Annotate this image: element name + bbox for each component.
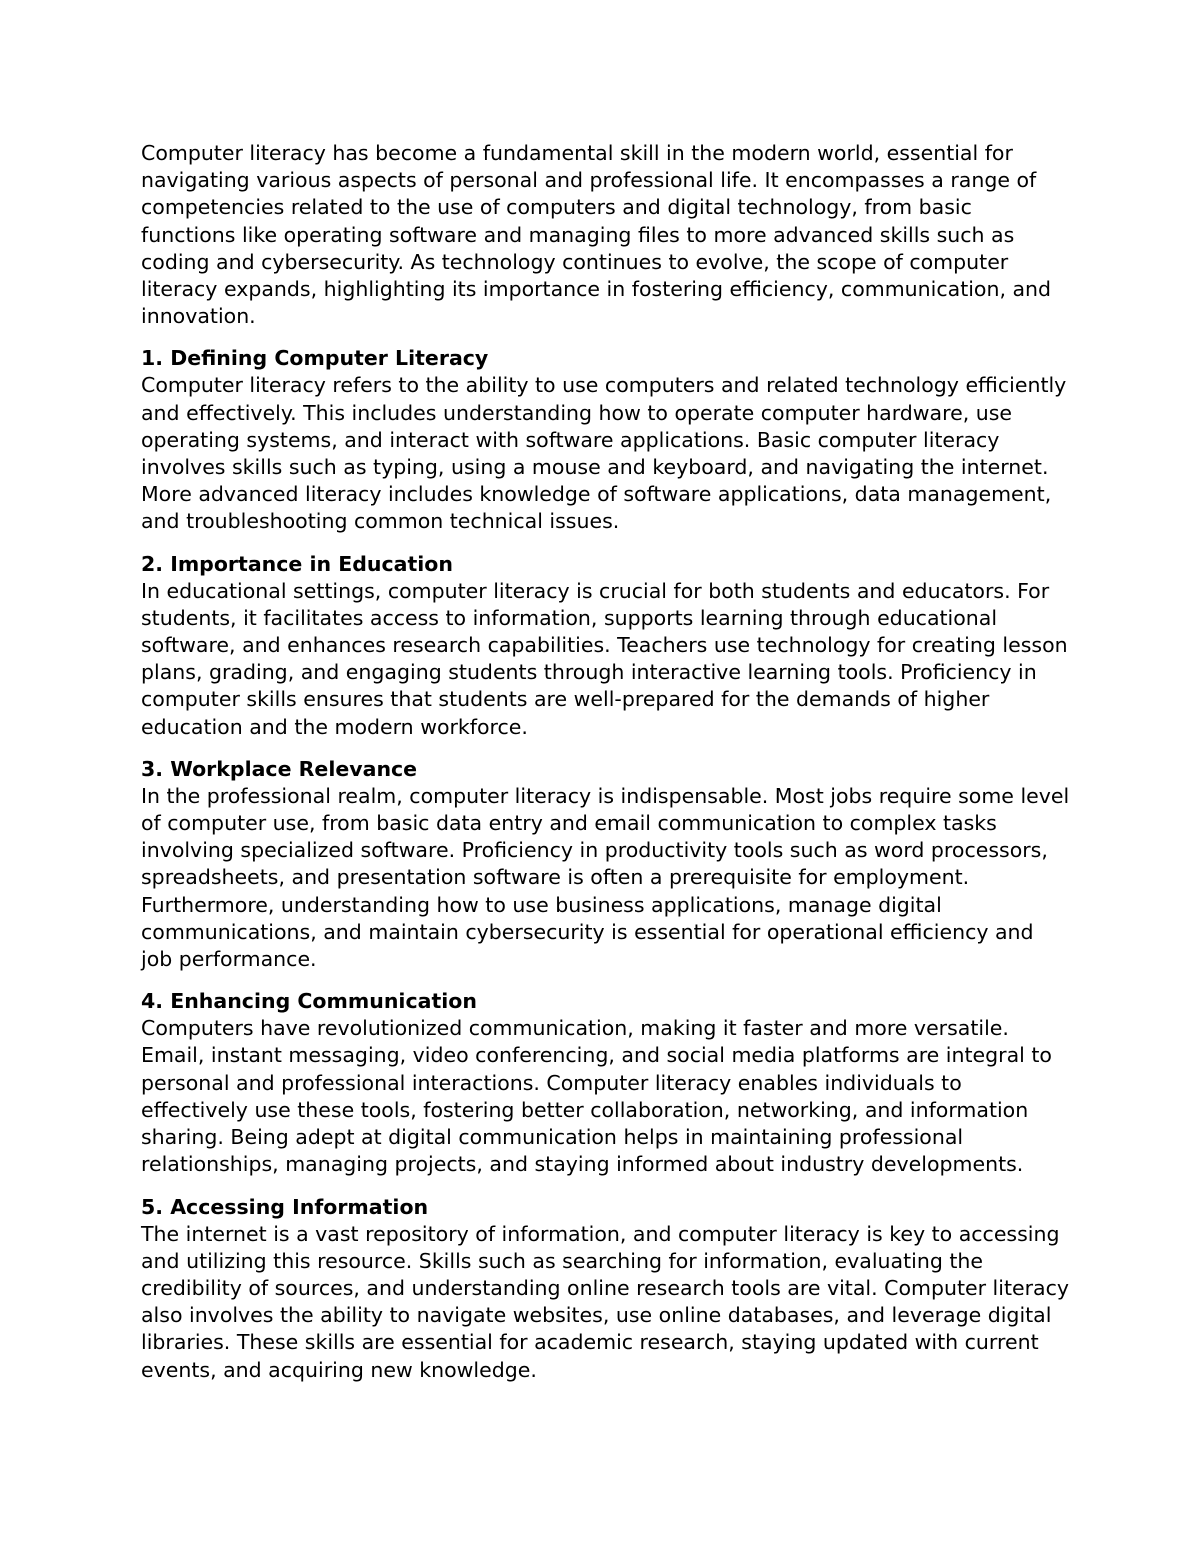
section-workplace-relevance — [141, 755, 1071, 973]
section-paragraph: In the professional realm, computer literacy is indispensable. Most jobs require some level of computer use, from basic data entry and email communication to complex tasks involving specialized software. Proficiency in productivity tools such as word processors, spreadsheets, and presentation software is often a prerequisite for employment. Furthermore, understanding how to use business applications, manage digital communications, and maintain cybersecurity is essential for operational efficiency and job performance. — [141, 783, 1070, 972]
section-heading: 5. Accessing Information — [141, 1194, 429, 1219]
section-importance-in-education — [141, 550, 1071, 741]
section-enhancing-communication — [141, 987, 1071, 1178]
section-paragraph: Computer literacy refers to the ability to use computers and related technology efficiently and effectively. This includes understanding how to operate computer hardware, use operating systems, and interact with software applications. Basic computer literacy involves skills such as typing, using a mouse and keyboard, and navigating the internet. More advanced literacy includes knowledge of software applications, data management, and troubleshooting common technical issues. — [141, 373, 1067, 534]
section-paragraph: Computers have revolutionized communication, making it faster and more versatile. Email, instant messaging, video conferencing, and social media platforms are integral to personal and professional interactions. Computer literacy enables individuals to effectively use these tools, fostering better collaboration, networking, and information sharing. Being adept at digital communication helps in maintaining professional relationships, managing projects, and staying informed about industry developments. — [141, 1016, 1052, 1177]
intro-paragraph: Computer literacy has become a fundamental skill in the modern world, essential for navigating various aspects of personal and professional life. It encompasses a range of competencies related to the use of computers and digital technology, from basic functions like operating software and managing files to more advanced skills such as coding and cybersecurity. As technology continues to evolve, the scope of computer literacy expands, highlighting its importance in fostering efficiency, communication, and innovation. — [141, 141, 1052, 329]
section-accessing-information — [141, 1193, 1071, 1384]
section-heading: 4. Enhancing Communication — [141, 989, 477, 1014]
section-heading: 3. Workplace Relevance — [141, 756, 418, 781]
document-body — [141, 140, 1071, 1398]
section-paragraph: The internet is a vast repository of information, and computer literacy is key to accessing and utilizing this resource. Skills such as searching for information, evaluating the credibility of sources, and understanding online research tools are vital. Computer literacy also involves the ability to navigate websites, use online databases, and leverage digital libraries. These skills are essential for academic research, staying updated with current events, and acquiring new knowledge. — [141, 1221, 1069, 1382]
section-heading: 1. Defining Computer Literacy — [141, 346, 489, 371]
section-defining-computer-literacy — [141, 344, 1071, 535]
section-paragraph: In educational settings, computer literacy is crucial for both students and educators. For students, it facilitates access to information, supports learning through educational software, and enhances research capabilities. Teachers use technology for creating lesson plans, grading, and engaging students through interactive learning tools. Proficiency in computer skills ensures that students are well-prepared for the demands of higher education and the modern workforce. — [141, 578, 1068, 739]
section-heading: 2. Importance in Education — [141, 551, 453, 576]
